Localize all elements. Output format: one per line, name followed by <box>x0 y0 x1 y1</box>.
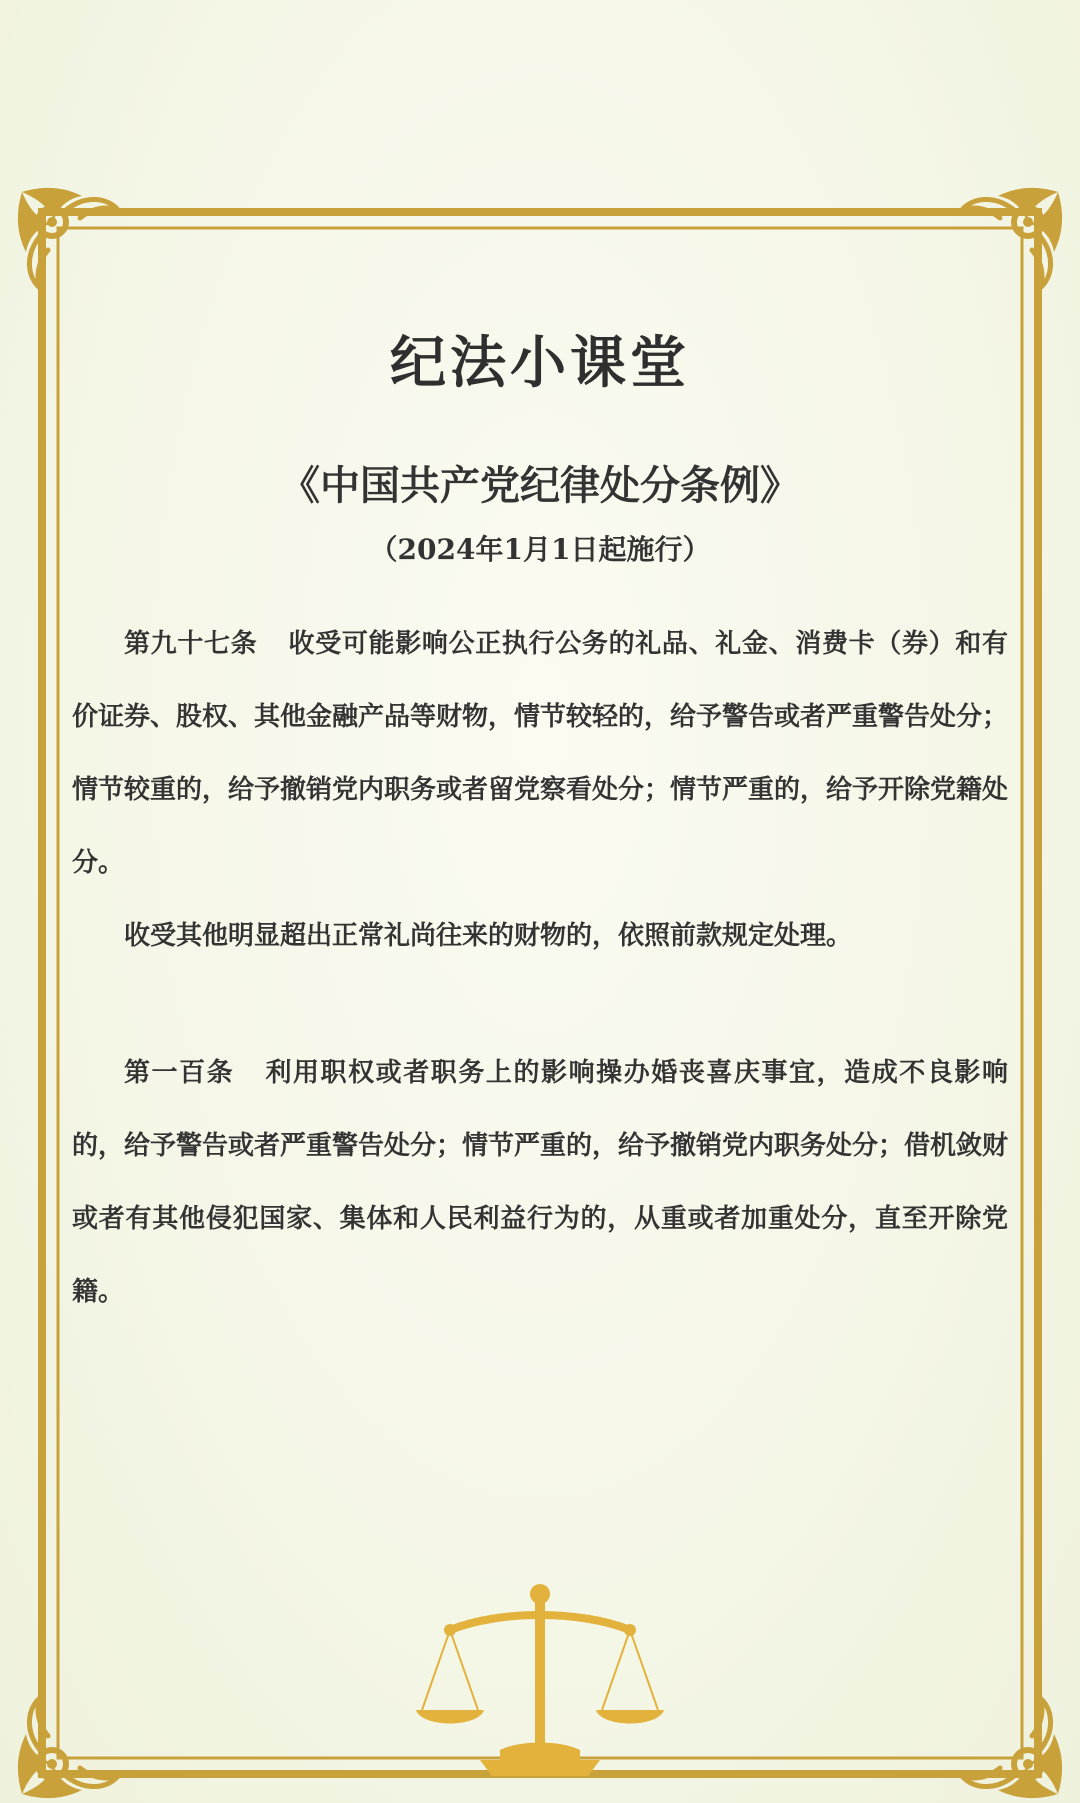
article-heading: 第一百条 <box>124 1058 235 1088</box>
document-title: 《中国共产党纪律处分条例》 <box>280 462 800 509</box>
article-heading: 第九十七条 <box>124 629 258 659</box>
effective-date-note: （2024年1月1日起施行） <box>369 533 711 566</box>
article-text: 收受其他明显超出正常礼尚往来的财物的，依照前款规定处理。 <box>124 921 853 951</box>
ornamental-corner-icon <box>18 188 124 294</box>
justice-scale-icon <box>416 1584 664 1776</box>
ornamental-corner-icon <box>18 1692 124 1798</box>
ornamental-corner-icon <box>956 188 1062 294</box>
article-text: 利用职权或者职务上的影响操办婚丧喜庆事宜，造成不良影响的，给予警告或者严重警告处分；情节严重的，给予撤销党内职务处分；借机敛财或者有其他侵犯国家、集体和人民利益行为的，从重或者加重处分，直至开除党籍。 <box>72 1058 1009 1307</box>
article-paragraph <box>72 900 1008 973</box>
spacer <box>72 973 1008 1037</box>
article-paragraph <box>72 608 1008 900</box>
article-97 <box>72 608 1008 973</box>
article-paragraph <box>72 1037 1008 1329</box>
ornamental-corner-icon <box>956 1692 1062 1798</box>
document-content <box>72 320 1008 1329</box>
article-text: 收受可能影响公正执行公务的礼品、礼金、消费卡（券）和有价证券、股权、其他金融产品等财物，情节较轻的，给予警告或者严重警告处分；情节较重的，给予撤销党内职务或者留党察看处分；情节严重的，给予开除党籍处分。 <box>72 629 1009 878</box>
page-title: 纪法小课堂 <box>390 330 690 396</box>
article-100 <box>72 1037 1008 1329</box>
